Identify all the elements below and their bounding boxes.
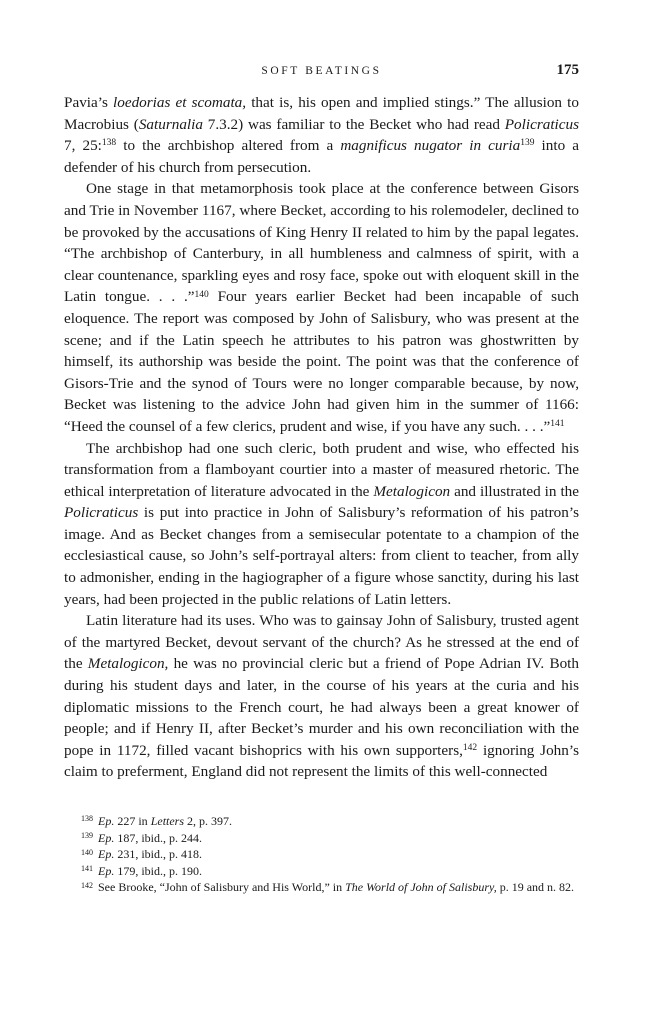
italic-text: Ep.: [98, 847, 115, 862]
footnote-number: 142: [81, 880, 93, 890]
footnotes: [64, 813, 579, 896]
footnote-number: 141: [81, 864, 93, 874]
text-run: The archbishop had one such cleric, both prudent and wise, who effected his transformation from a flamboyant courtier into a master of measured rhetoric. The ethical interpretation of literature advocated in the: [64, 439, 579, 500]
footnote-ref: 142: [462, 743, 478, 754]
text-run: 187, ibid., p. 244.: [114, 830, 203, 845]
text-run: 2, p. 397.: [184, 814, 233, 828]
text-run: he was no provincial cleric but a friend of Pope Adrian IV. Both during his student days and later, in the course of his years at the curia and his diplomatic missions to the French court, he had always been a great knower of people; and if Henry II, after Becket’s murder and his own reconciliation with the pope in 1172, filled vacant bishoprics with his own supporters,: [64, 655, 579, 759]
italic-text: Policraticus: [64, 504, 139, 522]
footnote-ref: 138: [101, 138, 117, 149]
text-run: Pavia’s: [64, 94, 114, 111]
paragraph: [64, 438, 579, 611]
text-run: Latin literature had its uses. Who was to gainsay John of Salisbury, trusted agent of the martyred Becket, devout servant of the church? As he stressed at the end of the: [64, 612, 579, 673]
footnote-number: 140: [81, 847, 93, 857]
footnote-number: 138: [81, 814, 93, 824]
italic-text: loedorias et scomata,: [113, 94, 247, 111]
italic-text: Policraticus: [504, 115, 580, 133]
running-title: SOFT BEATINGS: [261, 65, 382, 77]
text-run: to the archbishop altered from a: [116, 137, 341, 155]
footnote: [64, 846, 579, 863]
footnote: [64, 813, 579, 830]
text-run: 231, ibid., p. 418.: [114, 847, 203, 862]
footnote-ref: 140: [194, 289, 209, 300]
text-run: Four years earlier Becket had been incapable of such eloquence. The report was composed by John of Salisbury, who was present at the scene; and if the Latin speech he attributes to his patron was ghostwritten by himself, its authorship was beside the point. The point was that the conference of Gisors-Trie and the synod of Tours were no longer comparable because, by now, Becket was listening to the advice John had given him in the summer of 1166: “Heed the counsel of a few clerics, prudent and wise, if you have any such. . . .”: [64, 288, 579, 435]
text-run: ignoring John’s claim to preferment, England did not represent the limits of this well-connected: [64, 741, 579, 781]
text-run: 227 in: [114, 814, 151, 828]
text-run: See Brooke, “John of Salisbury and His World,” in: [98, 880, 346, 895]
text-run: that is, his open and implied stings.” The allusion to Macrobius (: [64, 94, 579, 133]
text-run: and illustrated in the: [450, 482, 579, 500]
text-run: p. 19 and n. 82.: [496, 880, 575, 895]
running-header: [64, 62, 579, 84]
italic-text: Metalogicon: [373, 482, 451, 500]
text-run: 7.3.2) was familiar to the Becket who had read: [202, 115, 505, 133]
book-page: [64, 62, 579, 896]
text-run: is put into practice in John of Salisbury’s reformation of his patron’s image. And as Becket changes from a semisecular potentate to a champion of the ecclesiastical cause, so John’s self-portrayal alters: from client to teacher, from ally to admonisher, ending in the hagiographer of a figure whose sanctity, during his last years, had been projected in the public relations of Latin letters.: [64, 504, 579, 608]
text-run: into a defender of his church from persecution.: [64, 137, 579, 176]
footnote-ref: 141: [550, 419, 565, 430]
italic-text: magnificus nugator in curia: [340, 137, 521, 155]
page-number: 175: [556, 62, 579, 78]
italic-text: Metalogicon,: [87, 655, 169, 673]
text-run: 7, 25:: [64, 137, 102, 155]
italic-text: Saturnalia: [138, 115, 203, 133]
footnote: [64, 830, 579, 847]
text-run: 179, ibid., p. 190.: [114, 863, 203, 878]
paragraph: [64, 92, 579, 178]
body-text: [64, 92, 579, 783]
italic-text: Ep.: [98, 863, 115, 878]
text-run: One stage in that metamorphosis took place at the conference between Gisors and Trie in November 1167, where Becket, according to his rolemodeler, declined to be provoked by the accusations of King Henry II related to him by the papal legates. “The archbishop of Canterbury, in all humbleness and calmness of spirit, with a clear countenance, sparkling eyes and rosy face, spoke out with eloquent skill in the Latin tongue. . . .”: [64, 180, 579, 306]
footnote: [64, 863, 579, 880]
paragraph: [64, 178, 579, 437]
footnote-ref: 139: [520, 138, 535, 149]
paragraph: [64, 610, 579, 783]
italic-text: Letters: [150, 814, 185, 828]
footnote-number: 139: [81, 831, 93, 840]
italic-text: Ep.: [98, 830, 115, 845]
footnote: [64, 879, 579, 896]
italic-text: Ep.: [98, 814, 115, 828]
italic-text: The World of John of Salisbury,: [345, 880, 497, 895]
